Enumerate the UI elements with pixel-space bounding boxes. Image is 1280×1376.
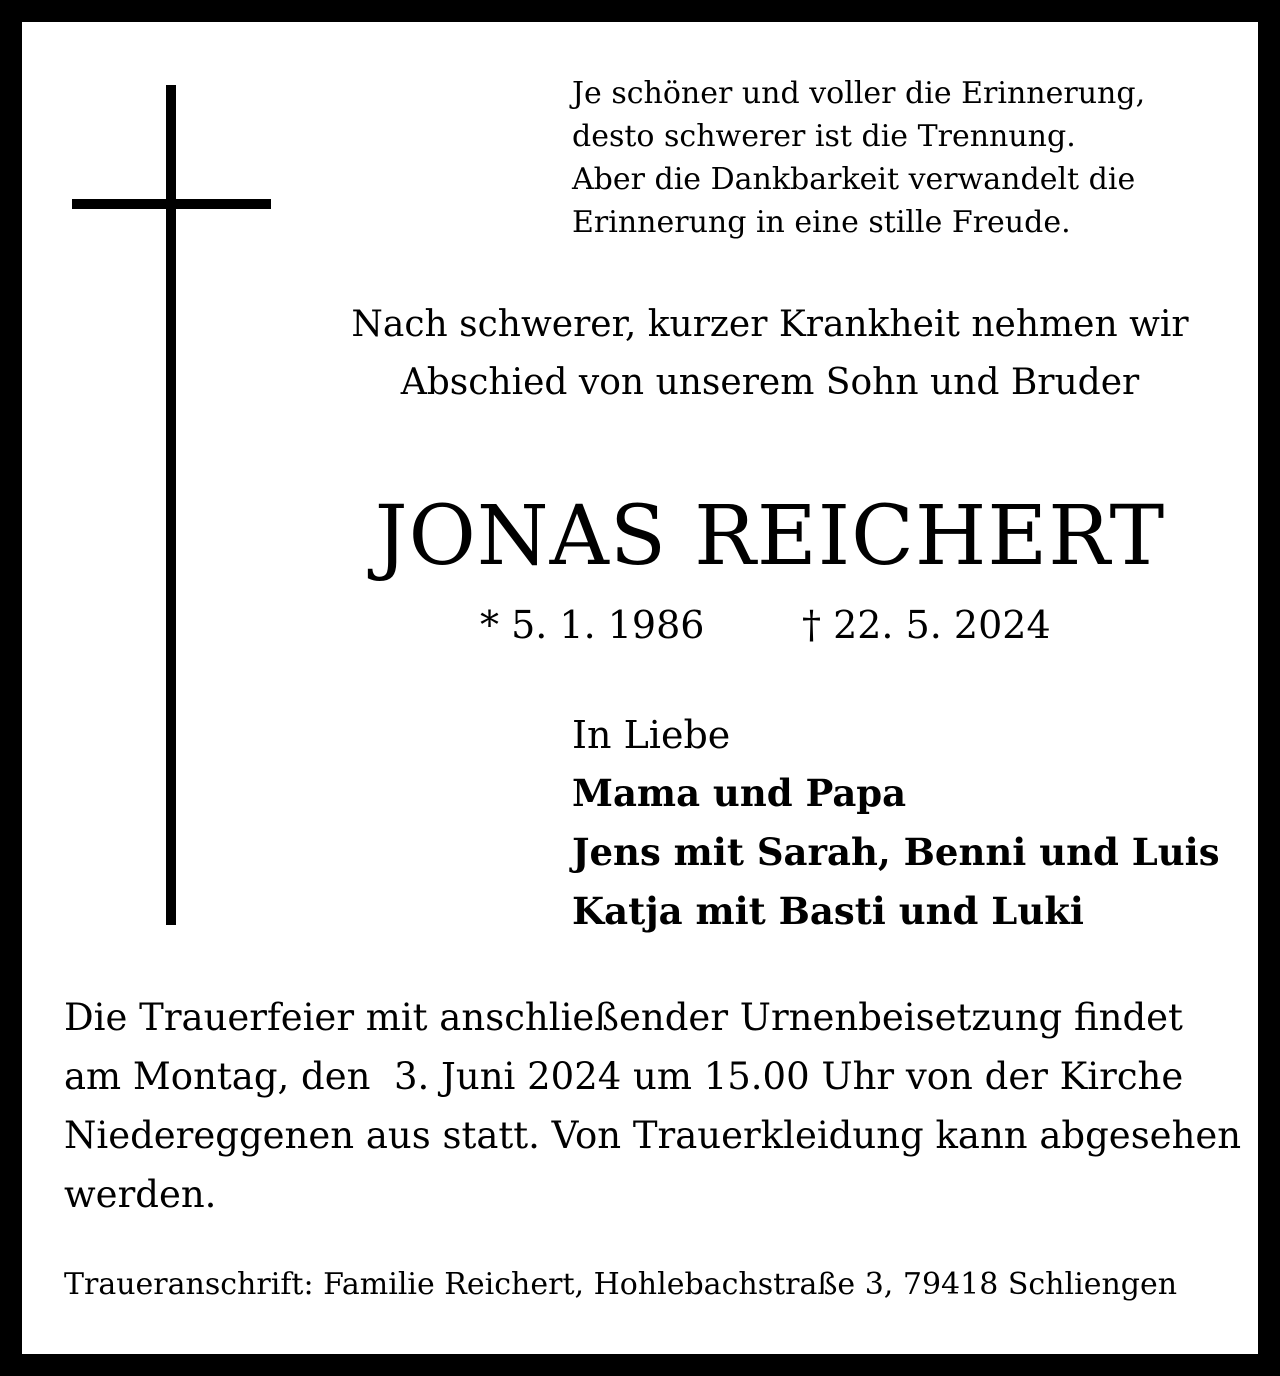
quote-line: Erinnerung in eine stille Freude. (572, 205, 1071, 240)
family-member-line: Mama und Papa (572, 771, 907, 815)
cross-horizontal-bar (72, 199, 271, 209)
quote-line: desto schwerer ist die Trennung. (572, 119, 1076, 154)
ceremony-line: Niedereggenen aus statt. Von Trauerkleidung kann abgesehen (64, 1114, 1242, 1157)
death-date: † 22. 5. 2024 (802, 603, 1051, 647)
ceremony-line: werden. (64, 1173, 217, 1216)
intro-line: Abschied von unserem Sohn und Bruder (400, 362, 1140, 403)
birth-date: * 5. 1. 1986 (480, 603, 705, 647)
farewell-intro (300, 296, 1240, 412)
deceased-name: JONAS REICHERT (374, 489, 1166, 584)
family-member-line: Jens mit Sarah, Benni und Luis (572, 830, 1220, 874)
ceremony-details (64, 988, 1241, 1224)
quote-line: Je schöner und voller die Erinnerung, (572, 76, 1146, 111)
intro-line: Nach schwerer, kurzer Krankheit nehmen wir (351, 304, 1189, 345)
ceremony-line: Die Trauerfeier mit anschließender Urnenbeisetzung findet (64, 996, 1183, 1039)
obituary-notice (22, 22, 1258, 1354)
memorial-quote (572, 72, 1145, 244)
family-list (572, 764, 1220, 941)
ceremony-line: am Montag, den 3. Juni 2024 um 15.00 Uhr von der Kirche (64, 1055, 1184, 1098)
mourning-address: Traueranschrift: Familie Reichert, Hohlebachstraße 3, 79418 Schliengen (64, 1267, 1178, 1302)
quote-line: Aber die Dankbarkeit verwandelt die (572, 162, 1136, 197)
family-member-line: Katja mit Basti und Luki (572, 889, 1084, 933)
cross-vertical-bar (166, 85, 176, 925)
in-love-label: In Liebe (572, 713, 731, 757)
